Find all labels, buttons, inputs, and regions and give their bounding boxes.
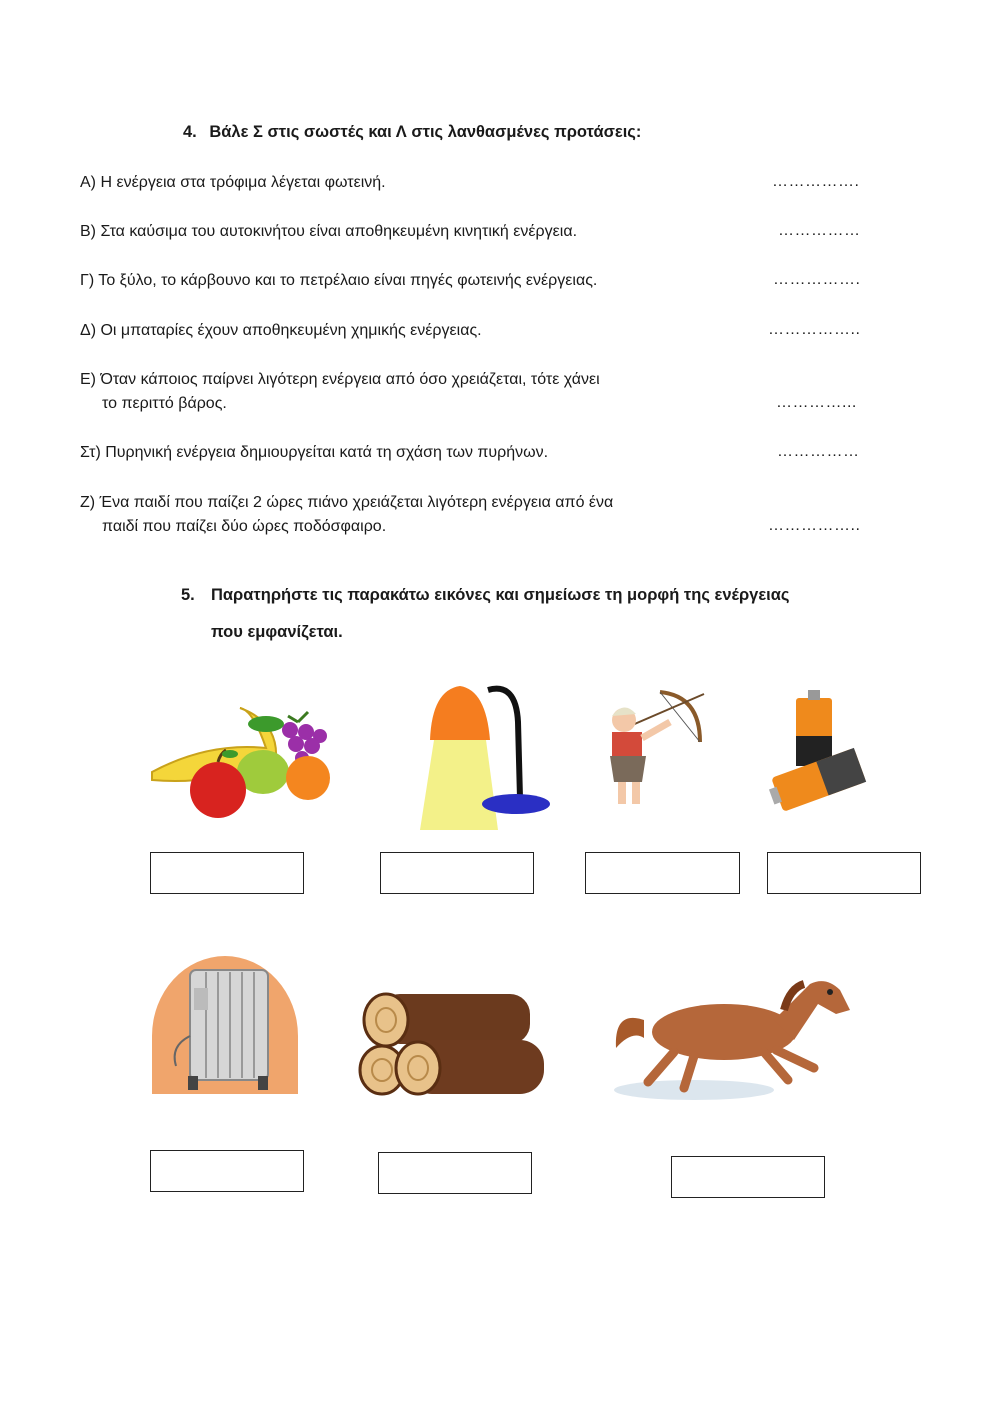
radiator-image — [150, 936, 300, 1106]
answer-box-horse[interactable] — [671, 1156, 825, 1198]
answer-blank-a[interactable]: ……………. — [772, 173, 860, 190]
statement-a: Α) Η ενέργεια στα τρόφιμα λέγεται φωτεινή. — [80, 174, 386, 191]
answer-box-logs[interactable] — [378, 1152, 532, 1194]
archer-image — [600, 686, 710, 811]
question-5-text-line1: Παρατηρήστε τις παρακάτω εικόνες και σημείωσε τη μορφή της ενέργειας — [211, 586, 790, 604]
statement-f: Στ) Πυρηνική ενέργεια δημιουργείται κατά τη σχάση των πυρήνων. — [80, 444, 549, 461]
horse-image — [604, 960, 864, 1110]
answer-blank-c[interactable]: ……………. — [773, 271, 861, 288]
answer-box-archer[interactable] — [585, 852, 740, 894]
answer-blank-e[interactable]: …………... — [776, 394, 857, 411]
batteries-image — [768, 688, 868, 813]
answer-box-batteries[interactable] — [767, 852, 921, 894]
answer-blank-g[interactable]: …………….. — [768, 517, 861, 534]
question-4-number: 4. — [183, 123, 197, 141]
statement-d: Δ) Οι μπαταρίες έχουν αποθηκευμένη χημικής ενέργειας. — [80, 322, 482, 339]
fruits-image — [148, 700, 338, 820]
question-4-title — [183, 123, 641, 142]
question-5-number: 5. — [181, 586, 195, 604]
statement-c: Γ) Το ξύλο, το κάρβουνο και το πετρέλαιο είναι πηγές φωτεινής ενέργειας. — [80, 272, 598, 289]
question-4-text: Βάλε Σ στις σωστές και Λ στις λανθασμένες προτάσεις: — [209, 123, 642, 141]
lamp-image — [410, 682, 570, 832]
statement-b: Β) Στα καύσιμα του αυτοκινήτου είναι αποθηκευμένη κινητική ενέργεια. — [80, 223, 578, 240]
answer-blank-b[interactable]: …………… — [778, 222, 861, 239]
statement-g: Ζ) Ένα παιδί που παίζει 2 ώρες πιάνο χρειάζεται λιγότερη ενέργεια από ένα παιδί που παίζει δύο ώρες ποδόσφαιρο. — [80, 494, 614, 535]
answer-box-lamp[interactable] — [380, 852, 534, 894]
answer-box-radiator[interactable] — [150, 1150, 304, 1192]
answer-blank-d[interactable]: …………….. — [768, 321, 861, 338]
question-5-text-line2: που εμφανίζεται. — [211, 623, 343, 641]
logs-image — [358, 990, 548, 1100]
statement-e: Ε) Όταν κάποιος παίρνει λιγότερη ενέργεια από όσο χρειάζεται, τότε χάνει το περιττό βάρος. — [80, 371, 600, 412]
answer-box-fruits[interactable] — [150, 852, 304, 894]
answer-blank-f[interactable]: …………… — [777, 443, 860, 460]
